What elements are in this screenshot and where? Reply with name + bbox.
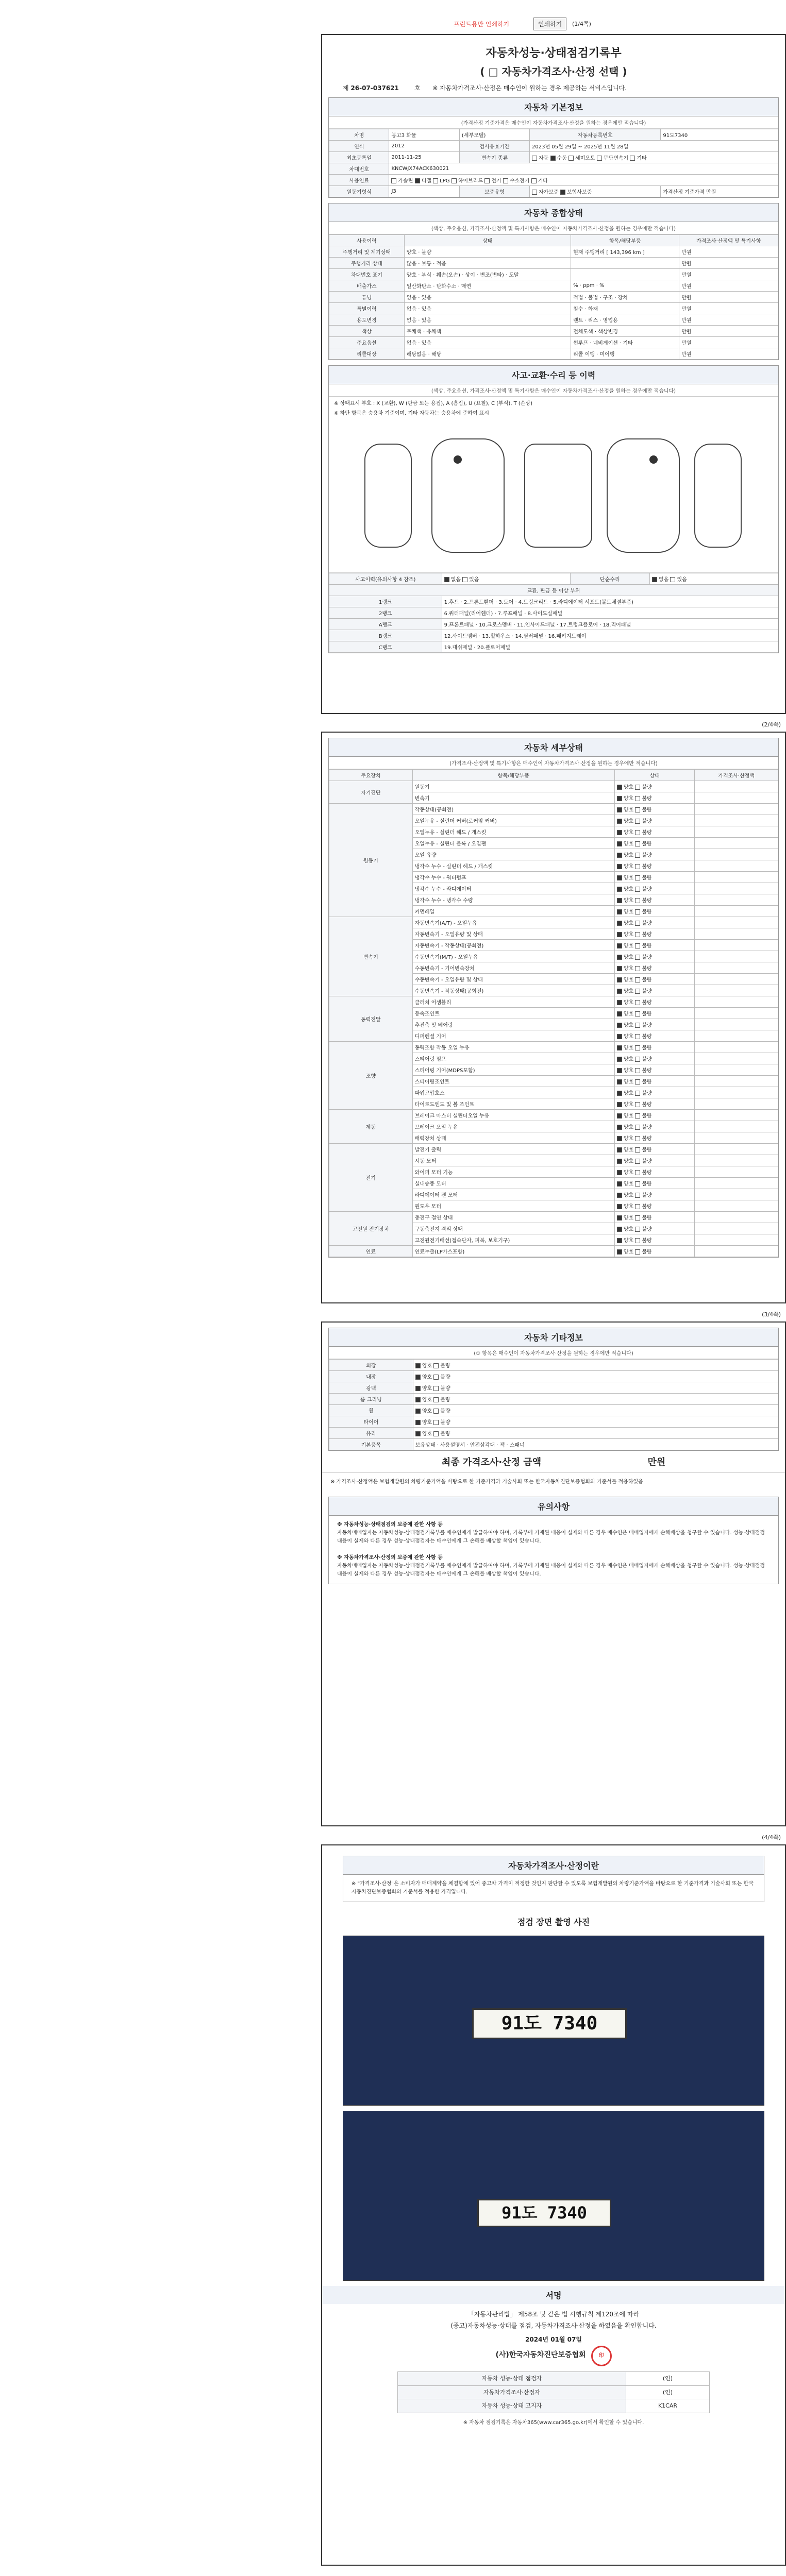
table-row: 휠 양호 불량 — [329, 1405, 778, 1416]
signer-table — [397, 2371, 710, 2413]
table-row: 냉각수 누수 - 라디에이터 양호 불량 — [329, 883, 778, 894]
basic-info-title: 자동차 기본정보 — [329, 98, 778, 116]
car-diagram — [329, 418, 778, 573]
rear-plate-photo — [343, 2111, 764, 2281]
model-value: 봉고3 화물 — [389, 129, 459, 141]
price-info-box: 자동차가격조사·산정이란 ※ "가격조사·산정"은 소비자가 매매계약을 체결함에 있어 중고차 가격이 적정한 것인지 판단할 수 있도록 보험개발원의 차량기준가액을 바탕으로 한 기준가격과 기술사회 또는 한국자동차진단보증협회의 기준서를 적용한 가격입니다. — [343, 1856, 764, 1902]
accident-section: 사고·교환·수리 등 이력 (색상, 주요옵션, 가격조사·산정액 및 특기사항은 매수인이 자동차가격조사·산정을 원하는 경우에만 적습니다) ※ 상태표시 부호 : X (교환), W (판금 또는 용접), A (흠집), U (요철), C (부식), T (손상) ※ 하단 항목은 승용차 기준이며, 기타 자동차는 승용차에 준하여 표시 사고이력(유의사항 4 참조) 없음 있음 단순수리 없음 있음 교환, 판금 등 이상 부위 1랭크 1.후드 · 2.프론트휀더 · 3.도어 · 4.트렁크리드 · 5.라디에이터 서포트(볼트체결부품) 2랭크 6.쿼터패널(리어휀더) · 7.루프패널 · 8.사이드실패널 A랭크 9.프론트패널 · 10.크로스멤버 · 11.인사이드패널 · 17.트렁크플로어 · 18.리어패널 B랭크 12.사이드멤버 · 13.휠하우스 · 14.필러패널 · 16.패키지트레이 C랭크 19.대쉬패널 · 20.플로어패널 — [328, 365, 779, 653]
print-notice: 프린트용만 인쇄하기 — [454, 21, 510, 28]
table-row: 오일누유 - 실린더 블록 / 오일팬 양호 불량 — [329, 838, 778, 849]
car-outline-icon — [355, 429, 746, 563]
table-row: 배출가스 일산화탄소 · 탄화수소 · 매연 % · ppm · % 만원 — [329, 280, 778, 292]
table-row: 내장 양호 불량 — [329, 1371, 778, 1382]
page-3: (3/4쪽) 자동차 기타정보 (① 항목은 매수인이 자동차가격조사·산정을 원하는 경우에만 적습니다) 외장 양호 불량 내장 양호 불량 광택 양호 불량 룸 크리닝 양호 불량 휠 양호 불량 타이어 양호 불량 유리 양호 불량 기본품목 보유상태 · 사용설명서 · 안전삼각대 · 잭 · 스패너 최종 가격조사·산정 금액 만원 ※ 가격조사·산정액은 보험개발원의 차량기준가액을 바탕으로 한 기준가격과 기술사회 또는 한국자동차진단보증협회의 기준서를 적용하였음 유의사항 ※ 자동차성능·상태점검의 보증에 관한 사항 등 자동차매매업자는 자동차성능·상태점검기록부를 매수인에게 발급하여야 하며, 기록부에 기재된 내용이 실제와 다른 경우 매수인은 매매업자에게 손해배상을 청구할 수 있습니다. 성능·상태점검 내용이 실제와 다른 경우 성능·상태점검자는 매수인에게 그 손해를 배상할 책임이 있습니다. ※ 자동차가격조사·산정의 보증에 관한 사항 등 자동차매매업자는 자동차성능·상태점검기록부를 매수인에게 발급하여야 하며, 기록부에 기재된 내용이 실제와 다른 경우 매수인은 매매업자에게 손해배상을 청구할 수 있습니다. 성능·상태점검 내용이 실제와 다른 경우 성능·상태점검자는 매수인에게 그 손해를 배상할 책임이 있습니다. — [321, 1321, 786, 1826]
table-row: 배력장치 상태 양호 불량 — [329, 1132, 778, 1144]
reg-value: 91도7340 — [661, 129, 778, 141]
final-price: 최종 가격조사·산정 금액 만원 — [441, 1457, 666, 1468]
table-row: 고전원전기배선(접속단자, 피복, 보호기구) 양호 불량 — [329, 1234, 778, 1246]
vin-value: KNCWJX74ACK630021 — [389, 163, 778, 175]
table-row: 2랭크 6.쿼터패널(리어휀더) · 7.루프패널 · 8.사이드실패널 — [329, 607, 778, 619]
table-row: 스티어링 펌프 양호 불량 — [329, 1053, 778, 1064]
table-row: 조향 동력조향 작동 오일 누유 양호 불량 — [329, 1042, 778, 1053]
table-row: 유리 양호 불량 — [329, 1428, 778, 1439]
table-row: 와이퍼 모터 기능 양호 불량 — [329, 1166, 778, 1178]
front-plate-photo — [343, 1936, 764, 2106]
table-row: 자동변속기 - 오일유량 및 상태 양호 불량 — [329, 928, 778, 940]
table-row: C랭크 19.대쉬패널 · 20.플로어패널 — [329, 641, 778, 653]
page-2: (2/4쪽) 자동차 세부상태 (가격조사·산정액 및 특기사항은 매수인이 자동차가격조사·산정을 원하는 경우에만 적습니다) 주요장치 항목/해당부품 상태 가격조사·산정액 자기진단 원동기 양호 불량 변속기 양호 불량 원동기 작동상태(공회전) 양호 불량 오일누유 - 실린더 커버(로커암 커버) 양호 불량 오일누유 - 실린더 헤드 / 개스킷 양호 불량 오일누유 - 실린더 블록 / 오일팬 양호 불량 오일 유량 양호 불량 냉각수 누수 - 실린더 헤드 / 개스킷 양호 불량 냉각수 누수 - 워터펌프 양호 불량 냉각수 누수 - 라디에이터 양호 불량 냉각수 누수 - 냉각수 수량 양호 불량 커먼레일 양호 불량 변속기 자동변속기(A/T) - 오일누유 양호 불량 자동변속기 - 오일유량 및 상태 양호 불량 자동변속기 - 작동상태(공회전) 양호 불량 수동변속기(M/T) - 오일누유 양호 불량 수동변속기 - 기어변속장치 양호 불량 수동변속기 - 오일유량 및 상태 양호 불량 수동변속기 - 작동상태(공회전) 양호 불량 동력전달 클러치 어셈블리 양호 불량 등속조인트 양호 불량 추진축 및 베어링 양호 불량 디퍼렌셜 기어 양호 불량 조향 동력조향 작동 오일 누유 양호 불량 스티어링 펌프 양호 불량 스티어링 기어(MDPS포함) 양호 불량 스티어링조인트 양호 불량 파워고압호스 양호 불량 타이로드엔드 및 볼 조인트 양호 불량 제동 브레이크 마스터 실린더오일 누유 양호 불량 브레이크 오일 누유 양호 불량 배력장치 상태 양호 불량 전기 발전기 출력 양호 불량 시동 모터 양호 불량 와이퍼 모터 기능 양호 불량 실내송풍 모터 양호 불량 라디에이터 팬 모터 양호 불량 윈도우 모터 양호 불량 고전원 전기장치 충전구 절연 상태 양호 불량 구동축전지 격리 상태 양호 불량 고전원전기배선(접속단자, 피복, 보호기구) 양호 불량 연료 연료누출(LP가스포함) 양호 불량 — [321, 732, 786, 1303]
accident-table: 사고이력(유의사항 4 참조) 없음 있음 단순수리 없음 있음 교환, 판금 등 이상 부위 1랭크 1.후드 · 2.프론트휀더 · 3.도어 · 4.트렁크리드 · 5.라디에이터 서포트(볼트체결부품) 2랭크 6.쿼터패널(리어휀더) · 7.루프패널 · 8.사이드실패널 A랭크 9.프론트패널 · 10.크로스멤버 · 11.인사이드패널 · 17.트렁크플로어 · 18.리어패널 B랭크 12.사이드멤버 · 13.휠하우스 · 14.필러패널 · 16.패키지트레이 C랭크 19.대쉬패널 · 20.플로어패널 — [329, 573, 778, 653]
table-row: 1랭크 1.후드 · 2.프론트휀더 · 3.도어 · 4.트렁크리드 · 5.라디에이터 서포트(볼트체결부품) — [329, 596, 778, 607]
basic-info-sub: (가격산정 기준가격은 매수인이 자동차가격조사·산정을 원하는 경우에만 적습니다) — [329, 116, 778, 129]
other-info-title: 자동차 기타정보 — [329, 1328, 778, 1347]
caution-section: 유의사항 ※ 자동차성능·상태점검의 보증에 관한 사항 등 자동차매매업자는 자동차성능·상태점검기록부를 매수인에게 발급하여야 하며, 기록부에 기재된 내용이 실제와 다른 경우 매수인은 매매업자에게 손해배상을 청구할 수 있습니다. 성능·상태점검 내용이 실제와 다른 경우 성능·상태점검자는 매수인에게 그 손해를 배상할 책임이 있습니다. ※ 자동차가격조사·산정의 보증에 관한 사항 등 자동차매매업자는 자동차성능·상태점검기록부를 매수인에게 발급하여야 하며, 기록부에 기재된 내용이 실제와 다른 경우 매수인은 매매업자에게 손해배상을 청구할 수 있습니다. 성능·상태점검 내용이 실제와 다른 경우 성능·상태점검자는 매수인에게 그 손해를 배상할 책임이 있습니다. — [328, 1497, 779, 1584]
table-row: 오일누유 - 실린더 커버(로커암 커버) 양호 불량 — [329, 815, 778, 826]
table-row: 리콜대상 해당없음 · 해당 리콜 이행 · 미이행 만원 — [329, 348, 778, 360]
table-row: A랭크 9.프론트패널 · 10.크로스멤버 · 11.인사이드패널 · 17.트렁크플로어 · 18.리어패널 — [329, 619, 778, 630]
table-row: 오일누유 - 실린더 헤드 / 개스킷 양호 불량 — [329, 826, 778, 838]
seal-icon: 印 — [591, 2346, 612, 2366]
table-row: 실내송풍 모터 양호 불량 — [329, 1178, 778, 1189]
table-row: 특별이력 없음 · 있음 침수 · 화재 만원 — [329, 303, 778, 314]
footer-note: ※ 자동차 점검기록은 자동차365(www.car365.go.kr)에서 확인할 수 있습니다. — [463, 2420, 644, 2426]
table-row: 원동기 작동상태(공회전) 양호 불량 — [329, 804, 778, 815]
table-row: 주행거리 및 계기상태 양호 · 불량 현재 주행거리 [ 143,396 km ] 만원 — [329, 246, 778, 258]
top-bar — [0, 15, 773, 34]
table-row: 룸 크리닝 양호 불량 — [329, 1394, 778, 1405]
table-row: 등속조인트 양호 불량 — [329, 1008, 778, 1019]
table-row: 스티어링조인트 양호 불량 — [329, 1076, 778, 1087]
doc-subtitle: ( □ 자동차가격조사·산정 선택 ) — [480, 65, 627, 78]
table-row: 변속기 자동변속기(A/T) - 오일누유 양호 불량 — [329, 917, 778, 928]
other-info-table — [329, 1359, 778, 1450]
table-row: 광택 양호 불량 — [329, 1382, 778, 1394]
table-row: 냉각수 누수 - 냉각수 수량 양호 불량 — [329, 894, 778, 906]
table-row: 튜닝 없음 · 있음 적법 · 불법 · 구조 · 장치 만원 — [329, 292, 778, 303]
doc-warning: ※ 자동차가격조사·산정은 매수인이 원하는 경우 제공하는 서비스입니다. — [432, 84, 627, 92]
table-row: 시동 모터 양호 불량 — [329, 1155, 778, 1166]
table-row: 타이어 양호 불량 — [329, 1416, 778, 1428]
table-row: 브레이크 오일 누유 양호 불량 — [329, 1121, 778, 1132]
table-row: 자동변속기 - 작동상태(공회전) 양호 불량 — [329, 940, 778, 951]
table-row: 냉각수 누수 - 워터펌프 양호 불량 — [329, 872, 778, 883]
doc-number: 26-07-037621 — [350, 84, 399, 92]
table-row: 윈도우 모터 양호 불량 — [329, 1200, 778, 1212]
table-row: 자기진단 원동기 양호 불량 — [329, 781, 778, 792]
table-row: 파워고압호스 양호 불량 — [329, 1087, 778, 1098]
table-row: 자동차가격조사·산정자 (인) — [397, 2385, 709, 2399]
overall-section: 자동차 종합상태 (색상, 주요옵션, 가격조사·산정액 및 특기사항은 매수인이 자동차가격조사·산정을 원하는 경우에만 적습니다) 사용이력 상태 항목/해당부품 가격조사·산정액 및 특기사항 주행거리 및 계기상태 양호 · 불량 현재 주행거리 [ 143,396 km ] 만원 주행거리 상태 많음 · 보통 · 적음 만원 차대번호 표기 양호 · 부식 · 훼손(오손) · 상이 · 변조(변타) · 도말 만원 배출가스 일산화탄소 · 탄화수소 · 매연 % · ppm · % 만원 튜닝 없음 · 있음 적법 · 불법 · 구조 · 장치 만원 특별이력 없음 · 있음 침수 · 화재 만원 용도변경 없음 · 있음 렌트 · 리스 · 영업용 만원 색상 무채색 · 유채색 전체도색 · 색상변경 만원 주요옵션 없음 · 있음 썬루프 · 네비게이션 · 기타 만원 리콜대상 해당없음 · 해당 리콜 이행 · 미이행 만원 — [328, 203, 779, 360]
sign-title: 서명 — [322, 2286, 785, 2304]
table-row: 변속기 양호 불량 — [329, 792, 778, 804]
basic-info-section — [328, 97, 779, 198]
table-row: B랭크 12.사이드멤버 · 13.휠하우스 · 14.필러패널 · 16.패키지트레이 — [329, 630, 778, 641]
table-row: 동력전달 클러치 어셈블리 양호 불량 — [329, 996, 778, 1008]
page-1 — [321, 34, 786, 714]
table-row: 오일 유량 양호 불량 — [329, 849, 778, 860]
page-count: (1/4쪽) — [572, 21, 591, 27]
overall-title: 자동차 종합상태 — [329, 204, 778, 222]
basic-info-table: 차명 봉고3 화물 (세부모델) 자동차등록번호 91도7340 연식 2012 검사유효기간 2023년 05월 29일 ~ 2025년 11월 28일 최초등록일 2011-11-25 변속기 종류 자동 수동 세미오토 무단변속기 기타 차대번호 KNCWJX74ACK630021 사용연료 가솔린 디젤 LPG 하이브리드 전기 수소전기 기타 원동기형식 J3 보증유형 자가보증 보험사보증 가격산정 기준가격 만원 — [329, 129, 778, 197]
table-row: 커먼레일 양호 불량 — [329, 906, 778, 917]
sign-block: 「자동차관리법」 제58조 및 같은 법 시행규칙 제120조에 따라 (중고)자동차성능·상태를 점검, 자동차가격조사·산정을 하였음을 확인합니다. 2024년 01월 07일 (사)한국자동차진단보증협회 印 자동차 성능·상태 점검자 (인) 자동차가격조사·산정자 (인) 자동차 성능·상태 고지자 K1CAR ※ 자동차 점검기록은 자동차365(www.car365.go.kr)에서 확인할 수 있습니다. — [330, 2309, 777, 2428]
detail-title: 자동차 세부상태 — [329, 738, 778, 757]
table-row: 수동변속기 - 기어변속장치 양호 불량 — [329, 962, 778, 974]
table-row: 고전원 전기장치 충전구 절연 상태 양호 불량 — [329, 1212, 778, 1223]
table-row: 주행거리 상태 많음 · 보통 · 적음 만원 — [329, 258, 778, 269]
detail-table: 주요장치 항목/해당부품 상태 가격조사·산정액 자기진단 원동기 양호 불량 변속기 양호 불량 원동기 작동상태(공회전) 양호 불량 오일누유 - 실린더 커버(로커암 커버) 양호 불량 오일누유 - 실린더 헤드 / 개스킷 양호 불량 오일누유 - 실린더 블록 / 오일팬 양호 불량 오일 유량 양호 불량 냉각수 누수 - 실린더 헤드 / 개스킷 양호 불량 냉각수 누수 - 워터펌프 양호 불량 냉각수 누수 - 라디에이터 양호 불량 냉각수 누수 - 냉각수 수량 양호 불량 커먼레일 양호 불량 변속기 자동변속기(A/T) - 오일누유 양호 불량 자동변속기 - 오일유량 및 상태 양호 불량 자동변속기 - 작동상태(공회전) 양호 불량 수동변속기(M/T) - 오일누유 양호 불량 수동변속기 - 기어변속장치 양호 불량 수동변속기 - 오일유량 및 상태 양호 불량 수동변속기 - 작동상태(공회전) 양호 불량 동력전달 클러치 어셈블리 양호 불량 등속조인트 양호 불량 추진축 및 베어링 양호 불량 디퍼렌셜 기어 양호 불량 조향 동력조향 작동 오일 누유 양호 불량 스티어링 펌프 양호 불량 스티어링 기어(MDPS포함) 양호 불량 스티어링조인트 양호 불량 파워고압호스 양호 불량 타이로드엔드 및 볼 조인트 양호 불량 제동 브레이크 마스터 실린더오일 누유 양호 불량 브레이크 오일 누유 양호 불량 배력장치 상태 양호 불량 전기 발전기 출력 양호 불량 시동 모터 양호 불량 와이퍼 모터 기능 양호 불량 실내송풍 모터 양호 불량 라디에이터 팬 모터 양호 불량 윈도우 모터 양호 불량 고전원 전기장치 충전구 절연 상태 양호 불량 구동축전지 격리 상태 양호 불량 고전원전기배선(접속단자, 피복, 보호기구) 양호 불량 연료 연료누출(LP가스포함) 양호 불량 — [329, 769, 778, 1257]
table-row: 수동변속기 - 오일유량 및 상태 양호 불량 — [329, 974, 778, 985]
table-row: 타이로드엔드 및 볼 조인트 양호 불량 — [329, 1098, 778, 1110]
plate-front: 91도 7340 — [472, 2008, 627, 2039]
table-row: 추진축 및 베어링 양호 불량 — [329, 1019, 778, 1030]
other-info-section: 자동차 기타정보 (① 항목은 매수인이 자동차가격조사·산정을 원하는 경우에만 적습니다) 외장 양호 불량 내장 양호 불량 광택 양호 불량 룸 크리닝 양호 불량 휠 양호 불량 타이어 양호 불량 유리 양호 불량 기본품목 보유상태 · 사용설명서 · 안전삼각대 · 잭 · 스패너 — [328, 1328, 779, 1451]
photo-title: 점검 장면 촬영 사진 — [517, 1917, 590, 1927]
table-row: 외장 양호 불량 — [329, 1360, 778, 1371]
accident-title: 사고·교환·수리 등 이력 — [329, 366, 778, 384]
doc-meta: 제 26-07-037621 호 ※ 자동차가격조사·산정은 매수인이 원하는 경우 제공하는 서비스입니다. — [343, 84, 627, 92]
table-row: 전기 발전기 출력 양호 불량 — [329, 1144, 778, 1155]
table-row: 스티어링 기어(MDPS포함) 양호 불량 — [329, 1064, 778, 1076]
doc-title: 자동차성능·상태점검기록부 — [486, 47, 622, 60]
table-row: 기본품목 보유상태 · 사용설명서 · 안전삼각대 · 잭 · 스패너 — [329, 1439, 778, 1450]
table-row: 연료 연료누출(LP가스포함) 양호 불량 — [329, 1246, 778, 1257]
table-row: 수동변속기(M/T) - 오일누유 양호 불량 — [329, 951, 778, 962]
table-row: 자동차 성능·상태 점검자 (인) — [397, 2371, 709, 2385]
table-row: 디퍼렌셜 기어 양호 불량 — [329, 1030, 778, 1042]
table-row: 라디에이터 팬 모터 양호 불량 — [329, 1189, 778, 1200]
table-row: 차대번호 표기 양호 · 부식 · 훼손(오손) · 상이 · 변조(변타) · 도말 만원 — [329, 269, 778, 280]
page-4: (4/4쪽) 자동차가격조사·산정이란 ※ "가격조사·산정"은 소비자가 매매계약을 체결함에 있어 중고차 가격이 적정한 것인지 판단할 수 있도록 보험개발원의 차량기준가액을 바탕으로 한 기준가격과 기술사회 또는 한국자동차진단보증협회의 기준서를 적용한 가격입니다. 점검 장면 촬영 사진 91도 7340 91도 7340 서명 「자동차관리법」 제58조 및 같은 법 시행규칙 제120조에 따라 (중고)자동차성능·상태를 점검, 자동차가격조사·산정을 하였음을 확인합니다. 2024년 01월 07일 (사)한국자동차진단보증협회 印 자동차 성능·상태 점검자 (인) 자동차가격조사·산정자 (인) 자동차 성능·상태 고지자 K1CAR ※ 자동차 점검기록은 자동차365(www.car365.go.kr)에서 확인할 수 있습니다. — [321, 1844, 786, 2566]
table-row: 제동 브레이크 마스터 실린더오일 누유 양호 불량 — [329, 1110, 778, 1121]
print-button[interactable]: 인쇄하기 — [533, 18, 566, 30]
detail-section: 자동차 세부상태 (가격조사·산정액 및 특기사항은 매수인이 자동차가격조사·산정을 원하는 경우에만 적습니다) 주요장치 항목/해당부품 상태 가격조사·산정액 자기진단 원동기 양호 불량 변속기 양호 불량 원동기 작동상태(공회전) 양호 불량 오일누유 - 실린더 커버(로커암 커버) 양호 불량 오일누유 - 실린더 헤드 / 개스킷 양호 불량 오일누유 - 실린더 블록 / 오일팬 양호 불량 오일 유량 양호 불량 냉각수 누수 - 실린더 헤드 / 개스킷 양호 불량 냉각수 누수 - 워터펌프 양호 불량 냉각수 누수 - 라디에이터 양호 불량 냉각수 누수 - 냉각수 수량 양호 불량 커먼레일 양호 불량 변속기 자동변속기(A/T) - 오일누유 양호 불량 자동변속기 - 오일유량 및 상태 양호 불량 자동변속기 - 작동상태(공회전) 양호 불량 수동변속기(M/T) - 오일누유 양호 불량 수동변속기 - 기어변속장치 양호 불량 수동변속기 - 오일유량 및 상태 양호 불량 수동변속기 - 작동상태(공회전) 양호 불량 동력전달 클러치 어셈블리 양호 불량 등속조인트 양호 불량 추진축 및 베어링 양호 불량 디퍼렌셜 기어 양호 불량 조향 동력조향 작동 오일 누유 양호 불량 스티어링 펌프 양호 불량 스티어링 기어(MDPS포함) 양호 불량 스티어링조인트 양호 불량 파워고압호스 양호 불량 타이로드엔드 및 볼 조인트 양호 불량 제동 브레이크 마스터 실린더오일 누유 양호 불량 브레이크 오일 누유 양호 불량 배력장치 상태 양호 불량 전기 발전기 출력 양호 불량 시동 모터 양호 불량 와이퍼 모터 기능 양호 불량 실내송풍 모터 양호 불량 라디에이터 팬 모터 양호 불량 윈도우 모터 양호 불량 고전원 전기장치 충전구 절연 상태 양호 불량 구동축전지 격리 상태 양호 불량 고전원전기배선(접속단자, 피복, 보호기구) 양호 불량 연료 연료누출(LP가스포함) 양호 불량 — [328, 738, 779, 1258]
table-row: 냉각수 누수 - 실린더 헤드 / 개스킷 양호 불량 — [329, 860, 778, 872]
table-row: 용도변경 없음 · 있음 렌트 · 리스 · 영업용 만원 — [329, 314, 778, 326]
plate-rear: 91도 7340 — [477, 2199, 611, 2227]
table-row: 수동변속기 - 작동상태(공회전) 양호 불량 — [329, 985, 778, 996]
table-row: 구동축전지 격리 상태 양호 불량 — [329, 1223, 778, 1234]
table-row: 주요옵션 없음 · 있음 썬루프 · 네비게이션 · 기타 만원 — [329, 337, 778, 348]
table-row: 자동차 성능·상태 고지자 K1CAR — [397, 2399, 709, 2413]
table-row: 색상 무채색 · 유채색 전체도색 · 색상변경 만원 — [329, 326, 778, 337]
overall-table: 사용이력 상태 항목/해당부품 가격조사·산정액 및 특기사항 주행거리 및 계기상태 양호 · 불량 현재 주행거리 [ 143,396 km ] 만원 주행거리 상태 많음 · 보통 · 적음 만원 차대번호 표기 양호 · 부식 · 훼손(오손) · 상이 · 변조(변타) · 도말 만원 배출가스 일산화탄소 · 탄화수소 · 매연 % · ppm · % 만원 튜닝 없음 · 있음 적법 · 불법 · 구조 · 장치 만원 특별이력 없음 · 있음 침수 · 화재 만원 용도변경 없음 · 있음 렌트 · 리스 · 영업용 만원 색상 무채색 · 유채색 전체도색 · 색상변경 만원 주요옵션 없음 · 있음 썬루프 · 네비게이션 · 기타 만원 리콜대상 해당없음 · 해당 리콜 이행 · 미이행 만원 — [329, 234, 778, 360]
